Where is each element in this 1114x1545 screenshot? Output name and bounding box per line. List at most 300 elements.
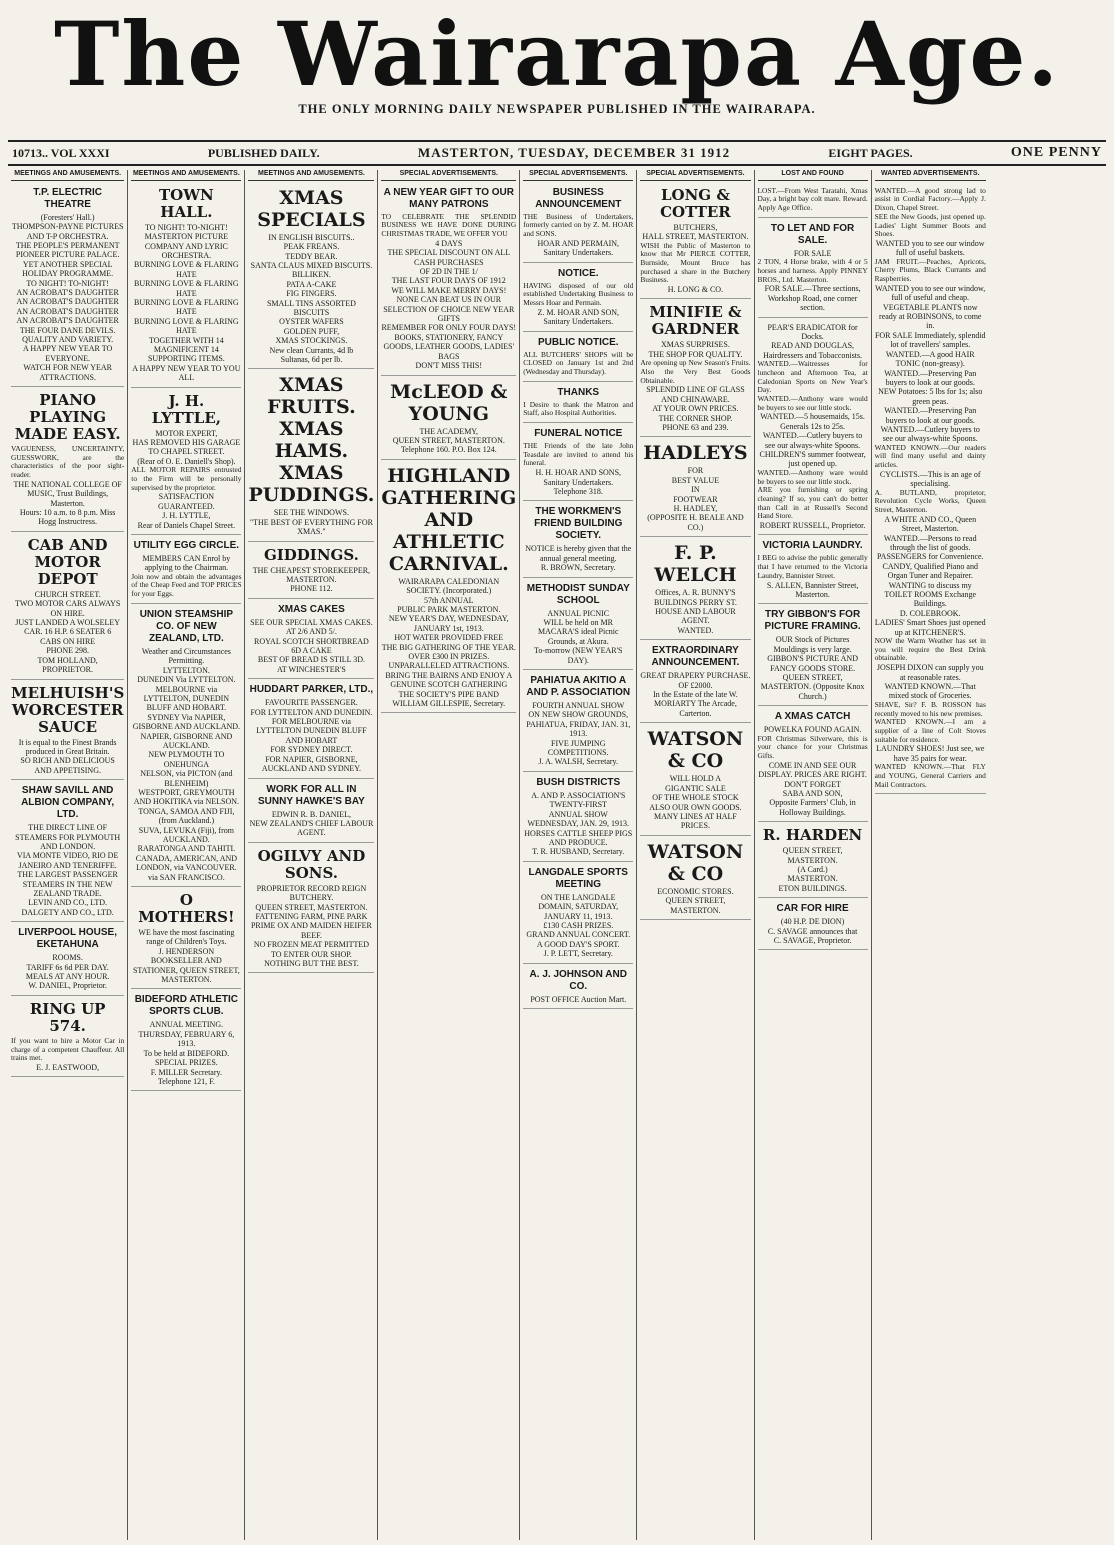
ad-line: EDWIN R. B. DANIEL, xyxy=(271,809,351,819)
ad-line: Telephone 160. P.O. Box 124. xyxy=(400,445,497,455)
ad-title: A XMAS CATCH xyxy=(774,711,851,723)
ad-line: ROOMS. xyxy=(52,953,83,963)
ad-line: £130 CASH PRIZES. xyxy=(543,920,614,930)
ad-title: XMAS SPECIALS xyxy=(257,186,366,231)
ad-title: OGILVY AND SONS. xyxy=(257,846,366,882)
ad-line: CANADA, AMERICAN, AND LONDON, via VANCOUVER. xyxy=(135,853,238,873)
advertisement xyxy=(381,462,516,714)
ad-line: AN ACROBAT'S DAUGHTER xyxy=(16,306,119,316)
ad-line: ROYAL SCOTCH SHORTBREAD xyxy=(254,636,369,646)
ad-line: WISH the Public of Masterton to know that Mr PIERCE COTTER, Burnside, Mount Bruce has purchased a share in the Butchery Business. xyxy=(640,240,751,285)
ad-line: NEW Potatoes: 5 lbs for 1s; also green peas. xyxy=(878,387,983,406)
ad-line: TARIFF 6s 6d PER DAY. xyxy=(26,962,109,972)
ad-line: THE DIRECT LINE OF STEAMERS FOR PLYMOUTH AND LONDON. xyxy=(15,823,121,851)
ad-line: OF 2D IN THE 1/ xyxy=(419,267,478,277)
advertisement xyxy=(11,998,124,1078)
ad-title: RING UP 574. xyxy=(29,999,106,1035)
ad-line: Rear of Daniels Chapel Street. xyxy=(137,520,236,530)
ad-line: J. H. LYTTLE, xyxy=(162,511,211,521)
ad-line: AT WINCHESTER'S xyxy=(276,664,346,674)
ad-line: ALSO OUR OWN GOODS. MANY LINES AT HALF PRICES. xyxy=(649,802,742,831)
ad-line: WANTED.—5 housemaids, 15s. Generals 12s to 25s. xyxy=(760,412,865,431)
ad-line: QUEEN STREET, MASTERTON. xyxy=(392,435,505,445)
advertisement xyxy=(248,781,374,843)
ad-line: WANTED you to see our window full of useful baskets. xyxy=(875,238,985,258)
ad-title: TO LET AND FOR SALE. xyxy=(770,222,855,246)
ad-line: NOTICE is hereby given that the annual general meeting. xyxy=(525,544,632,563)
ad-line: THOMPSON-PAYNE PICTURES AND T-P ORCHESTRA. xyxy=(11,222,124,241)
ad-title: CAR FOR HIRE xyxy=(776,903,849,915)
column-1 xyxy=(8,170,128,1540)
ad-line: BRING THE BAIRNS AND ENJOY A GENUINE SCOTCH GATHERING xyxy=(385,670,513,690)
ad-line: IN xyxy=(691,485,700,495)
ad-line: OYSTER WAFERS xyxy=(279,317,344,327)
ad-line: Are opening up New Season's Fruits. Also the Very Best Goods Obtainable. xyxy=(640,358,751,385)
advertisement xyxy=(381,378,516,460)
column-2 xyxy=(128,170,245,1540)
advertisement xyxy=(758,537,868,604)
advertisement xyxy=(523,265,633,332)
ad-line: TEDDY BEAR. xyxy=(285,251,338,261)
ad-line: A GOOD DAY'S SPORT. xyxy=(536,939,620,949)
issue-number: 10713.. VOL XXXI xyxy=(12,145,110,160)
ad-line: REMEMBER FOR ONLY FOUR DAYS! xyxy=(381,323,517,333)
ad-line: QUEEN STREET, MASTERTON. (Opposite Knox Church.) xyxy=(760,673,865,701)
ad-title: GIDDINGS. xyxy=(263,545,359,564)
ad-line: BURNING LOVE & FLARING HATE xyxy=(134,297,239,317)
ad-line: MOTOR EXPERT, xyxy=(155,428,218,438)
ad-line: T. R. HUSBAND, Secretary. xyxy=(532,847,625,857)
ad-line: CHILDREN'S summer footwear, just opened up. xyxy=(759,450,866,469)
ad-line: SO RICH AND DELICIOUS AND APPETISING. xyxy=(20,756,115,775)
ad-title: SHAW SAVILL AND ALBION COMPANY, LTD. xyxy=(21,785,115,821)
ad-title: BUSH DISTRICTS xyxy=(536,776,621,788)
advertisement xyxy=(131,606,241,887)
ad-line: WANTED.—Anthony ware would be buyers to see our little stock. xyxy=(757,393,868,412)
ad-line: VAGUENESS, UNCERTAINTY, GUESSWORK, are the characteristics of the poor sight-reader. xyxy=(11,444,125,480)
advertisement xyxy=(875,184,986,795)
ad-line: PUBLIC PARK MASTERTON. xyxy=(397,604,501,614)
ad-title: XMAS FRUITS. XMAS HAMS. XMAS PUDDINGS. xyxy=(248,374,375,507)
ad-line: ON THE LANGDALE DOMAIN, SATURDAY, JANUARY 11, 1913. xyxy=(538,892,619,921)
ad-line: QUALITY AND VARIETY. xyxy=(22,334,114,344)
ad-line: E. J. EASTWOOD, xyxy=(36,1062,100,1072)
ad-line: BILLIKEN. xyxy=(291,270,331,280)
ad-line: WE have the most fascinating range of Children's Toys. xyxy=(138,928,235,947)
advertisement xyxy=(758,220,868,318)
ad-line: J. A. WALSH, Secretary. xyxy=(538,757,619,767)
ad-line: GRAND ANNUAL CONCERT. xyxy=(526,930,631,940)
ad-line: QUEEN STREET, MASTERTON. xyxy=(782,846,843,865)
ad-line: WANTED.—Cutlery buyers to see our always-white Spoons. xyxy=(880,424,980,444)
ad-line: CABS ON HIRE xyxy=(40,636,96,646)
ad-line: HALL STREET, MASTERTON. xyxy=(642,232,749,242)
ad-line: H. HADLEY, xyxy=(673,504,718,514)
ad-line: (OPPOSITE H. BEALE AND CO.) xyxy=(647,513,744,532)
ad-title: LANGDALE SPORTS MEETING xyxy=(528,866,628,890)
ad-title: TOWN HALL. xyxy=(158,185,214,221)
advertisement xyxy=(11,782,124,922)
ad-line: TOGETHER WITH 14 MAGNIFICENT 14 SUPPORTING ITEMS. xyxy=(147,335,225,364)
ad-line: HOT WATER PROVIDED FREE xyxy=(394,633,504,643)
masthead-subtitle: THE ONLY MORNING DAILY NEWSPAPER PUBLISHED IN THE WAIRARAPA. xyxy=(298,102,816,116)
advertisement xyxy=(523,580,633,670)
ad-title: WATSON & CO xyxy=(647,840,744,885)
ad-line: GREAT DRAPERY PURCHASE. OF £2000. xyxy=(640,671,751,690)
ad-line: WANTED.—A good HAIR TONIC (non-greasy). xyxy=(885,349,975,369)
ad-line: WILLIAM GILLESPIE, Secretary. xyxy=(392,699,506,708)
ad-line: SMALL TINS ASSORTED BISCUITS xyxy=(266,298,356,317)
advertisement xyxy=(248,544,374,599)
ad-line: PASSENGERS for Convenience. xyxy=(876,552,984,562)
ad-line: MEMBERS CAN Enrol by applying to the Chairman. xyxy=(142,553,231,573)
advertisement xyxy=(640,184,750,300)
ad-line: PEAR'S ERADICATOR for Docks. xyxy=(767,322,858,341)
ad-line: SATISFACTION GUARANTEED. xyxy=(158,492,215,511)
ad-line: FOR SALE Immediately, splendid lot of travellers' samples. xyxy=(874,330,986,350)
ad-line: WANTED.—Waitresses for luncheon and Afternoon Tea, at Caledonian Sports on New Year's Day. xyxy=(757,359,868,395)
ad-line: COME IN AND SEE OUR DISPLAY. PRICES ARE RIGHT. xyxy=(758,760,867,780)
ad-line: AN ACROBAT'S DAUGHTER xyxy=(16,297,119,307)
ad-line: S. ALLEN, Bannister Street, Masterton. xyxy=(766,580,859,599)
ad-line: SHAVE, Sir? F. B. ROSSON has recently moved to his new premises. xyxy=(874,699,986,718)
ad-line: JUST LANDED A WOLSELEY CAR. 16 H.P. 6 SEATER 6 xyxy=(15,618,121,637)
ad-line: FOR MELBOURNE via LYTTELTON DUNEDIN BLUFF AND HOBART xyxy=(256,717,367,745)
advertisement xyxy=(131,991,241,1091)
ad-title: PUBLIC NOTICE. xyxy=(537,336,619,348)
ad-line: via SAN FRANCISCO. xyxy=(148,872,225,882)
column-header: SPECIAL ADVERTISEMENTS. xyxy=(640,170,750,181)
ad-title: FUNERAL NOTICE xyxy=(534,428,623,440)
advertisement xyxy=(11,534,124,680)
ad-title: THE WORKMEN'S FRIEND BUILDING SOCIETY. xyxy=(534,506,623,542)
advertisement xyxy=(381,184,516,376)
ad-line: FOR LYTTELTON AND DUNEDIN. xyxy=(250,707,373,717)
ad-line: 2 TON, 4 Horse brake, with 4 or 5 horses and harness. Apply PINNEY BROS., Ltd. Masterton. xyxy=(757,257,868,284)
ad-line: NO FROZEN MEAT PERMITTED TO ENTER OUR SHOP. xyxy=(253,940,370,959)
advertisement xyxy=(640,838,750,920)
ad-line: BOOKS, STATIONERY, FANCY GOODS, LEATHER GOODS, LADIES' BAGS xyxy=(383,332,515,361)
ad-line: WANTED you to see our window, full of useful and cheap. xyxy=(875,283,986,303)
column-8 xyxy=(872,170,989,1540)
ad-line: FOOTWEAR xyxy=(673,494,718,504)
advertisement xyxy=(523,966,633,1009)
ad-line: QUEEN STREET, MASTERTON. xyxy=(665,896,726,915)
ad-line: WANTED.—Cutlery buyers to see our always-white Spoons. xyxy=(762,431,863,450)
ad-line: NEW PLYMOUTH TO ONEHUNGA xyxy=(148,750,225,769)
ad-title: UTILITY EGG CIRCLE. xyxy=(133,539,240,551)
ad-line: RARATONGA AND TAHITI. xyxy=(137,844,236,854)
ad-line: A HAPPY NEW YEAR TO YOU ALL xyxy=(132,363,241,383)
ad-line: THE NATIONAL COLLEGE OF MUSIC, Trust Buildings, Masterton. xyxy=(13,479,122,508)
ad-line: DON'T FORGET xyxy=(784,779,841,789)
ad-line: POST OFFICE Auction Mart. xyxy=(530,994,627,1004)
ad-title: PAHIATUA AKITIO A AND P. ASSOCIATION xyxy=(526,675,631,699)
news-columns xyxy=(8,170,1106,1540)
ad-line: HORSES CATTLE SHEEP PIGS AND PRODUCE. xyxy=(524,828,633,847)
ad-line: ANNUAL SHOW xyxy=(548,809,608,819)
ad-line: FATTENING FARM, PINE PARK xyxy=(255,911,368,921)
ad-line: AT 2/6 AND 5/. xyxy=(285,627,337,637)
ad-line: BEST OF BREAD IS STILL 3D. xyxy=(257,655,365,665)
ad-title: O MOTHERS! xyxy=(138,891,235,927)
ad-line: ALL MOTOR REPAIRS entrusted to the Firm will be personally supervised by the proprietor. xyxy=(131,465,242,492)
ad-line: HAVING disposed of our old established Undertaking Business to Messrs Hoar and Permain. xyxy=(523,280,634,308)
ad-line: NOTHING BUT THE BEST. xyxy=(264,958,359,968)
advertisement xyxy=(11,184,124,387)
ad-line: GIBBON'S PICTURE AND FANCY GOODS STORE. xyxy=(767,654,858,673)
issue-date: MASTERTON, TUESDAY, DECEMBER 31 1912 xyxy=(417,145,731,160)
ad-line: SABA AND SON, xyxy=(782,788,843,798)
ad-line: SANTA CLAUS MIXED BISCUITS. xyxy=(250,260,373,270)
ad-line: WESTPORT, GREYMOUTH AND HOKITIKA via NELSON. xyxy=(133,787,240,807)
column-header: LOST AND FOUND xyxy=(758,170,868,181)
ad-title: XMAS CAKES xyxy=(278,603,345,615)
ad-line: ANNUAL PICNIC xyxy=(547,608,610,618)
ad-line: 57th ANNUAL xyxy=(424,595,474,605)
ad-title: A NEW YEAR GIFT TO OUR MANY PATRONS xyxy=(383,186,514,210)
ad-line: FOURTH ANNUAL SHOW xyxy=(532,701,625,711)
ad-line: HOUSE AND LABOUR AGENT. xyxy=(655,607,736,626)
ad-line: WATCH FOR NEW YEAR ATTRACTIONS. xyxy=(23,363,112,382)
ad-line: TO NIGHT! TO-NIGHT! xyxy=(145,222,228,232)
ad-line: TO CELEBRATE THE SPLENDID BUSINESS WE HAVE DONE DURING CHRISTMAS TRADE, WE OFFER YOU xyxy=(381,211,517,239)
ad-line: VIA MONTE VIDEO, RIO DE JANEIRO AND TENERIFFE. xyxy=(16,851,119,870)
ad-line: LADIES' Smart Shoes just opened up at KITCHENER'S. xyxy=(874,618,986,637)
ad-line: WANTED.—Persons to read through the list of goods. xyxy=(883,533,977,552)
ad-line: WANTED.—Anthony ware would be buyers to see our little stock. xyxy=(757,467,868,486)
ad-title: EXTRAORDINARY ANNOUNCEMENT. xyxy=(651,645,740,669)
ad-line: ALL BUTCHERS' SHOPS will be CLOSED on January 1st and 2nd (Wednesday and Thursday). xyxy=(523,349,634,376)
ad-line: C. SAVAGE announces that xyxy=(767,926,858,936)
ad-line: MASTERTON. xyxy=(787,874,838,884)
ad-line: BOOKSELLER AND STATIONER, QUEEN STREET, MASTERTON. xyxy=(132,956,240,985)
ad-line: FAVOURITE PASSENGER. xyxy=(265,698,358,708)
ad-line: FOR SYDNEY DIRECT. xyxy=(270,745,353,755)
ad-line: WANTED KNOWN.—That FLY and YOUNG, General Carriers and Mail Contractors. xyxy=(874,762,986,789)
ad-line: A. BUTLAND, proprietor, Revolution Cycle Works, Queen Street, Masterton. xyxy=(874,487,986,515)
advertisement xyxy=(131,889,241,989)
advertisement xyxy=(248,184,374,370)
ad-line: H. H. HOAR AND SONS, Sanitary Undertakers. xyxy=(535,468,622,487)
ad-line: 6D A CAKE xyxy=(291,646,332,656)
ad-title: CAB AND MOTOR DEPOT xyxy=(27,535,108,588)
ad-title: T.P. ELECTRIC THEATRE xyxy=(33,186,102,210)
ad-line: WANTED.—Preserving Pan buyers to look at our goods. xyxy=(884,406,977,425)
ad-title: HIGHLAND GATHERING AND ATHLETIC CARNIVAL. xyxy=(381,464,517,575)
ad-line: R. BROWN, Secretary. xyxy=(540,563,616,573)
ad-line: ETON BUILDINGS. xyxy=(778,883,847,893)
ad-line: SEE the New Goods, just opened up. Ladies' Light Summer Boots and Shoes. xyxy=(874,211,986,239)
ad-line: NOW the Warm Weather has set in you will require the Best Drink obtainable. xyxy=(874,636,986,663)
issue-price: ONE PENNY xyxy=(1010,145,1102,160)
ad-line: ON NEW SHOW GROUNDS, PAHIATUA, FRIDAY, JAN. 31, 1913. xyxy=(526,710,631,739)
column-header: SPECIAL ADVERTISEMENTS. xyxy=(523,170,633,181)
ad-line: LYTTELTON. xyxy=(162,665,210,675)
ad-line: THE LARGEST PASSENGER STEAMERS IN THE NEW ZEALAND TRADE. xyxy=(17,870,118,898)
ad-title: UNION STEAMSHIP CO. OF NEW ZEALAND, LTD. xyxy=(139,608,234,644)
ad-line: XMAS STOCKINGS. xyxy=(275,336,348,346)
ad-line: XMAS SURPRISES. xyxy=(660,340,730,350)
ad-line: BURNING LOVE & FLARING HATE xyxy=(134,316,239,336)
ad-line: LOST.—From West Taratahi, Xmas Day, a bright bay colt mare. Reward. Apply Age Office. xyxy=(757,185,868,213)
ad-line: WE WILL MAKE MERRY DAYS! xyxy=(391,285,507,295)
ad-line: DON'T MISS THIS! xyxy=(415,361,483,371)
ad-title: MELHUISH'S WORCESTER SAUCE xyxy=(11,683,125,736)
column-3 xyxy=(245,170,378,1540)
ad-line: H. LONG & CO. xyxy=(667,285,724,295)
ad-title: BIDEFORD ATHLETIC SPORTS CLUB. xyxy=(134,994,239,1018)
ad-line: THE ACADEMY, xyxy=(419,426,479,436)
ad-line: FIG FINGERS. xyxy=(286,289,337,299)
ad-line: A HAPPY NEW YEAR TO EVERYONE. xyxy=(23,344,113,363)
ad-line: TOM HOLLAND, xyxy=(37,655,98,665)
ad-title: WORK FOR ALL IN SUNNY HAWKE'S BAY xyxy=(258,783,365,807)
advertisement xyxy=(523,184,633,263)
ad-line: GIGANTIC SALE xyxy=(665,783,726,793)
advertisement xyxy=(758,900,868,950)
ad-line: WANTED KNOWN.—I am a supplier of a line of Colt Stoves suitable for residence. xyxy=(874,717,986,744)
ad-title: MINIFIE & GARDNER xyxy=(649,303,742,339)
ad-line: TO NIGHT! TO-NIGHT! xyxy=(26,278,109,288)
ad-line: AT YOUR OWN PRICES. xyxy=(652,404,739,414)
ad-title: A. J. JOHNSON AND CO. xyxy=(529,968,627,992)
advertisement xyxy=(758,824,868,898)
ad-line: OVER £300 IN PRIZES. xyxy=(408,651,490,661)
column-header: SPECIAL ADVERTISEMENTS. xyxy=(381,170,516,181)
ad-line: WANTED.—A good strong lad to assist in Cordial Factory.—Apply J. Dixon, Chapel Street. xyxy=(874,185,986,213)
advertisement xyxy=(758,184,868,218)
advertisement xyxy=(131,184,241,388)
ad-title: TRY GIBBON'S FOR PICTURE FRAMING. xyxy=(764,609,861,633)
ad-line: NONE CAN BEAT US IN OUR SELECTION OF CHOICE NEW YEAR GIFTS xyxy=(383,295,515,324)
ad-line: A WHITE AND CO., Queen Street, Masterton. xyxy=(884,514,977,534)
advertisement xyxy=(640,725,750,835)
ad-line: WANTING to discuss my TOILET ROOMS Exchange Buildings. xyxy=(884,580,977,609)
advertisement xyxy=(640,642,750,723)
ad-title: PIANO PLAYING MADE EASY. xyxy=(14,391,121,444)
ad-line: (40 H.P. DE DION) xyxy=(780,917,845,927)
ad-line: IN ENGLISH BISCUITS.. xyxy=(268,232,355,242)
ad-line: GOLDEN PUFF, xyxy=(283,326,340,336)
published-daily: PUBLISHED DAILY. xyxy=(207,145,320,160)
ad-line: SEE OUR SPECIAL XMAS CAKES. xyxy=(250,617,373,627)
ad-line: THE BIG GATHERING OF THE YEAR. xyxy=(381,642,516,652)
advertisement xyxy=(523,334,633,382)
ad-line: PEAK FREANS. xyxy=(283,242,340,252)
column-6 xyxy=(637,170,754,1540)
ad-title: HADLEYS xyxy=(643,442,748,465)
ad-line: PRIME OX AND MAIDEN HEIFER BEEF. xyxy=(250,921,372,940)
ad-line: C. SAVAGE, Proprietor. xyxy=(773,936,852,946)
ad-line: JAM FRUIT.—Peaches, Apricots, Cherry Plums, Black Currants and Raspberries. xyxy=(874,256,986,284)
ad-title: McLEOD & YOUNG xyxy=(390,380,508,425)
ad-line: Join now and obtain the advantages of the Cheap Feed and TOP PRICES for your Eggs. xyxy=(131,571,242,599)
ad-line: THE SOCIETY'S PIPE BAND xyxy=(398,689,499,699)
advertisement xyxy=(523,864,633,964)
ad-line: CANDY, Qualified Piano and Organ Tuner and Repairer. xyxy=(882,561,978,581)
ad-line: TWENTY-FIRST xyxy=(549,800,607,810)
ad-title: VICTORIA LAUNDRY. xyxy=(762,540,863,552)
ad-line: SPLENDID LINE OF GLASS AND CHINAWARE. xyxy=(646,385,745,404)
ad-line: (Rear of O. E. Daniell's Shop). xyxy=(137,456,236,466)
ad-line: To-morrow (NEW YEAR'S DAY). xyxy=(534,646,623,665)
ad-line: QUEEN STREET, MASTERTON. xyxy=(255,902,368,912)
ad-line: AN ACROBAT'S DAUGHTER xyxy=(16,316,119,326)
ad-line: SEE THE WINDOWS. xyxy=(273,508,349,518)
ad-line: THE Friends of the late John Teasdale are invited to attend his funeral. xyxy=(523,441,634,468)
ad-line: BURNING LOVE & FLARING HATE xyxy=(134,279,239,298)
ad-line: VEGETABLE PLANTS now ready at ROBINSONS, to come in. xyxy=(879,302,982,331)
column-7 xyxy=(755,170,872,1540)
ad-line: THE SHOP FOR QUALITY. xyxy=(648,349,743,359)
ad-title: R. HARDEN xyxy=(762,826,863,845)
advertisement xyxy=(248,845,374,974)
ad-line: A. AND P. ASSOCIATION'S xyxy=(531,790,626,800)
ad-title: F. P. WELCH xyxy=(654,542,737,587)
ad-line: WANTED KNOWN.—That mixed stock of Groceries. xyxy=(884,681,976,701)
ad-line: New clean Currants, 4d lb xyxy=(269,345,354,355)
advertisement xyxy=(640,301,750,437)
dateline-bar xyxy=(8,140,1106,166)
ad-line: Telephone 318. xyxy=(553,486,603,496)
ad-line: To be held at BIDEFORD. xyxy=(143,1048,230,1058)
ad-line: J. HENDERSON xyxy=(158,946,215,956)
ad-line: TWO MOTOR CARS ALWAYS ON HIRE. xyxy=(14,599,121,618)
advertisement xyxy=(11,682,124,781)
ad-line: SYDNEY Via NAPIER, GISBORNE AND AUCKLAND. xyxy=(132,712,241,732)
ad-line: LAUNDRY SHOES! Just see, we have 35 pairs for wear. xyxy=(876,744,985,763)
ad-line: POWELKA FOUND AGAIN. xyxy=(763,725,862,735)
ad-line: ECONOMIC STORES. xyxy=(657,886,734,896)
column-header: MEETINGS AND AMUSEMENTS. xyxy=(248,170,374,181)
ad-line: FOR SALE xyxy=(793,248,832,258)
ad-line: I BEG to advise the public generally that I have returned to the Victoria Laundry, Bannister Street. xyxy=(757,553,868,580)
ad-line: SUVA, LEVUKA (Fiji), from AUCKLAND. xyxy=(138,825,234,845)
ad-line: 4 DAYS xyxy=(435,238,463,248)
ad-line: PROPRIETOR. xyxy=(42,665,94,675)
ad-line: BEST VALUE xyxy=(671,475,720,485)
ad-line: FOR xyxy=(687,466,704,476)
column-header: MEETINGS AND AMUSEMENTS. xyxy=(131,170,241,181)
ad-line: J. P. LETT, Secretary. xyxy=(543,949,613,959)
ad-title: NOTICE. xyxy=(557,267,599,279)
ad-line: BUTCHERS, xyxy=(673,222,718,232)
advertisement xyxy=(11,389,124,532)
ad-line: F. MILLER Secretary. xyxy=(150,1067,222,1077)
ad-line: ARE you furnishing or spring cleaning? If so, you can't do better than Call in at Russell's Second Hand Store. xyxy=(757,485,868,521)
column-5 xyxy=(520,170,637,1540)
ad-line: Sultanas, 6d per lb. xyxy=(280,354,343,364)
ad-line: PHONE 298. xyxy=(46,646,89,656)
advertisement xyxy=(11,924,124,996)
column-header: MEETINGS AND AMUSEMENTS. xyxy=(11,170,124,181)
ad-line: Z. M. HOAR AND SON, Sanitary Undertakers. xyxy=(537,307,620,327)
ad-line: W. DANIEL, Proprietor. xyxy=(28,981,107,991)
ad-title: LONG & COTTER xyxy=(660,185,731,221)
advertisement xyxy=(758,320,868,536)
ad-line: WAIRARAPA CALEDONIAN SOCIETY. (Incorporated.) xyxy=(398,576,500,596)
ad-line: PHONE 112. xyxy=(290,584,333,594)
ad-title: THANKS xyxy=(557,386,600,398)
ad-title: BUSINESS ANNOUNCEMENT xyxy=(535,186,622,210)
ad-line: "THE BEST OF EVERYTHING FOR XMAS." xyxy=(249,517,373,537)
ad-line: CHURCH STREET. xyxy=(34,589,101,599)
ad-title: METHODIST SUNDAY SCHOOL xyxy=(526,582,630,606)
ad-line: MASTERTON PICTURE COMPANY AND LYRIC ORCHESTRA. xyxy=(144,232,229,260)
column-header: WANTED ADVERTISEMENTS. xyxy=(875,170,986,181)
masthead xyxy=(8,2,1106,120)
